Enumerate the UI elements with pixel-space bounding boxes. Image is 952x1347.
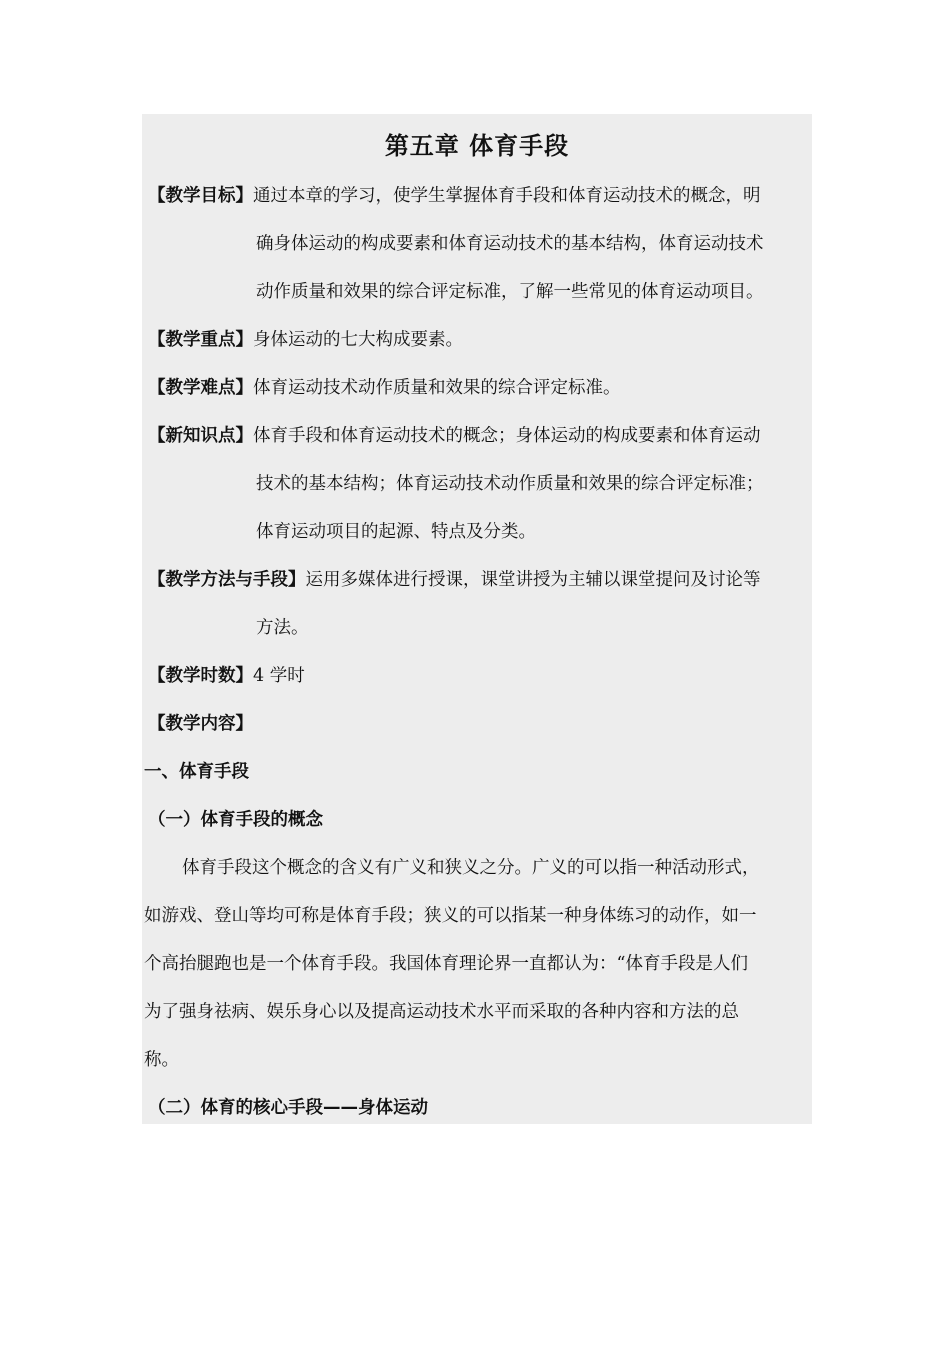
difficulties-text: 体育运动技术动作质量和效果的综合评定标准。: [253, 378, 621, 398]
objectives-line-1: [148, 182, 761, 210]
document-page: [142, 114, 812, 1124]
chapter-title: 第五章 体育手段: [384, 132, 570, 160]
new-knowledge-text-3: 体育运动项目的起源、特点及分类。: [256, 522, 536, 542]
key-points-line: [148, 326, 463, 354]
key-points-label: 【教学重点】: [148, 330, 253, 350]
objectives-text-1: 通过本章的学习，使学生掌握体育手段和体育运动技术的概念，明: [253, 186, 761, 206]
paragraph-line-1: 体育手段这个概念的含义有广义和狭义之分。广义的可以指一种活动形式，: [182, 858, 760, 878]
objectives-label: 【教学目标】: [148, 186, 253, 206]
methods-text-1: 运用多媒体进行授课，课堂讲授为主辅以课堂提问及讨论等: [305, 570, 761, 590]
paragraph-line-5: 称。: [144, 1050, 179, 1070]
new-knowledge-label: 【新知识点】: [148, 426, 253, 446]
objectives-text-2: 确身体运动的构成要素和体育运动技术的基本结构，体育运动技术: [256, 234, 764, 254]
difficulties-label: 【教学难点】: [148, 378, 253, 398]
subsection-1-heading: （一）体育手段的概念: [148, 810, 323, 830]
new-knowledge-text-2: 技术的基本结构；体育运动技术动作质量和效果的综合评定标准；: [256, 474, 764, 494]
methods-text-2: 方法。: [256, 618, 309, 638]
hours-label: 【教学时数】: [148, 666, 253, 686]
objectives-text-3: 动作质量和效果的综合评定标准，了解一些常见的体育运动项目。: [256, 282, 764, 302]
difficulties-line: [148, 374, 621, 402]
methods-line-1: [148, 566, 761, 594]
section-1-heading: 一、体育手段: [144, 762, 249, 782]
hours-text: 4 学时: [253, 666, 305, 686]
content-label: 【教学内容】: [148, 714, 253, 734]
new-knowledge-text-1: 体育手段和体育运动技术的概念；身体运动的构成要素和体育运动: [253, 426, 761, 446]
methods-label: 【教学方法与手段】: [148, 570, 306, 590]
new-knowledge-line-1: [148, 422, 761, 450]
subsection-2-heading: （二）体育的核心手段——身体运动: [148, 1098, 428, 1118]
hours-line: [148, 662, 305, 690]
key-points-text: 身体运动的七大构成要素。: [253, 330, 463, 350]
paragraph-line-2: 如游戏、登山等均可称是体育手段；狭义的可以指某一种身体练习的动作，如一: [144, 906, 757, 926]
paragraph-line-4: 为了强身祛病、娱乐身心以及提高运动技术水平而采取的各种内容和方法的总: [144, 1002, 739, 1022]
paragraph-line-3: 个高抬腿跑也是一个体育手段。我国体育理论界一直都认为：“体育手段是人们: [144, 954, 748, 974]
